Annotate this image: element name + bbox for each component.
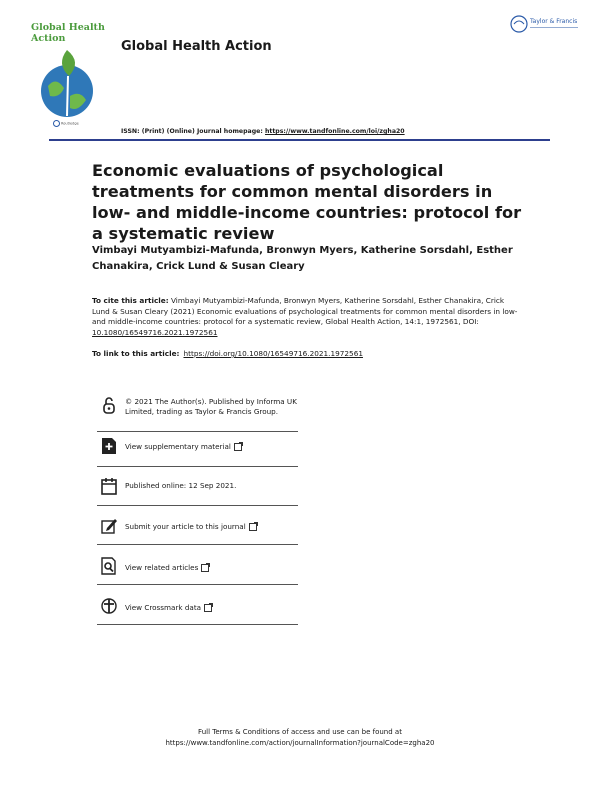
citation-label: To cite this article:	[92, 296, 169, 305]
crossmark-icon	[101, 597, 117, 615]
article-link-label: To link to this article:	[92, 349, 180, 358]
globe-leaf-icon	[36, 46, 98, 120]
submit-article-link[interactable]: Submit your article to this journal	[125, 522, 246, 531]
citation-block	[92, 296, 522, 339]
publisher-logo-icon	[510, 15, 528, 33]
journal-homepage-link[interactable]: https://www.tandfonline.com/loi/zgha20	[264, 128, 405, 135]
doi-link[interactable]: 10.1080/16549716.2021.1972561	[92, 328, 218, 338]
supplementary-file-icon	[101, 437, 117, 455]
publisher-logo[interactable]	[510, 15, 586, 39]
publisher-logo-rule	[530, 27, 578, 28]
small-publisher-text: Routledge	[61, 121, 79, 126]
logo-line-2: Action	[31, 33, 66, 44]
terms-footer	[0, 727, 600, 749]
article-doi-url[interactable]: https://doi.org/10.1080/16549716.2021.1972561	[183, 349, 363, 358]
external-link-icon	[234, 443, 242, 451]
issn-line	[121, 128, 405, 135]
open-access-lock-icon	[101, 396, 117, 414]
related-articles-link[interactable]: View related articles	[125, 563, 199, 572]
citation-text: Vimbayi Mutyambizi-Mafunda, Bronwyn Myers, Katherine Sorsdahl, Esther Chanakira, Crick Lund & Susan Cleary (2021) Economic evaluations of psychological treatments for common mental disorders in low- and middle-income countries: protocol for a systematic review, Global Health Action, 14:1, 1972561, DOI:	[92, 296, 518, 327]
search-document-icon	[101, 557, 117, 575]
calendar-icon	[101, 477, 117, 495]
article-link-line	[92, 349, 363, 358]
terms-line-1: Full Terms & Conditions of access and use can be found at	[198, 728, 402, 736]
crossmark-link[interactable]: View Crossmark data	[125, 603, 202, 612]
published-date: Published online: 12 Sep 2021.	[125, 481, 237, 490]
journal-cover-logo	[30, 22, 105, 122]
external-link-icon	[204, 604, 212, 612]
logo-line-1: Global Health	[31, 22, 105, 33]
article-title: Economic evaluations of psychological treatments for common mental disorders in low- and middle-income countries: protocol for a systematic review	[92, 161, 522, 243]
publisher-logo-text: Taylor & Francis	[530, 18, 578, 25]
edit-icon	[101, 517, 117, 535]
article-authors: Vimbayi Mutyambizi-Mafunda, Bronwyn Myers, Katherine Sorsdahl, Esther Chanakira, Crick Lund & Susan Cleary	[92, 245, 513, 272]
open-access-text: © 2021 The Author(s). Published by Informa UK Limited, trading as Taylor & Francis Group.	[125, 397, 297, 416]
small-publisher-icon	[53, 120, 60, 127]
journal-name: Global Health Action	[121, 39, 272, 54]
external-link-icon	[201, 564, 209, 572]
issn-text: ISSN: (Print) (Online) Journal homepage:	[121, 128, 265, 135]
supplementary-link[interactable]: View supplementary material	[125, 442, 231, 451]
terms-url[interactable]: https://www.tandfonline.com/action/journalInformation?journalCode=zgha20	[165, 739, 435, 747]
small-publisher-mark	[53, 120, 79, 127]
external-link-icon	[249, 523, 257, 531]
header-rule	[49, 139, 550, 141]
